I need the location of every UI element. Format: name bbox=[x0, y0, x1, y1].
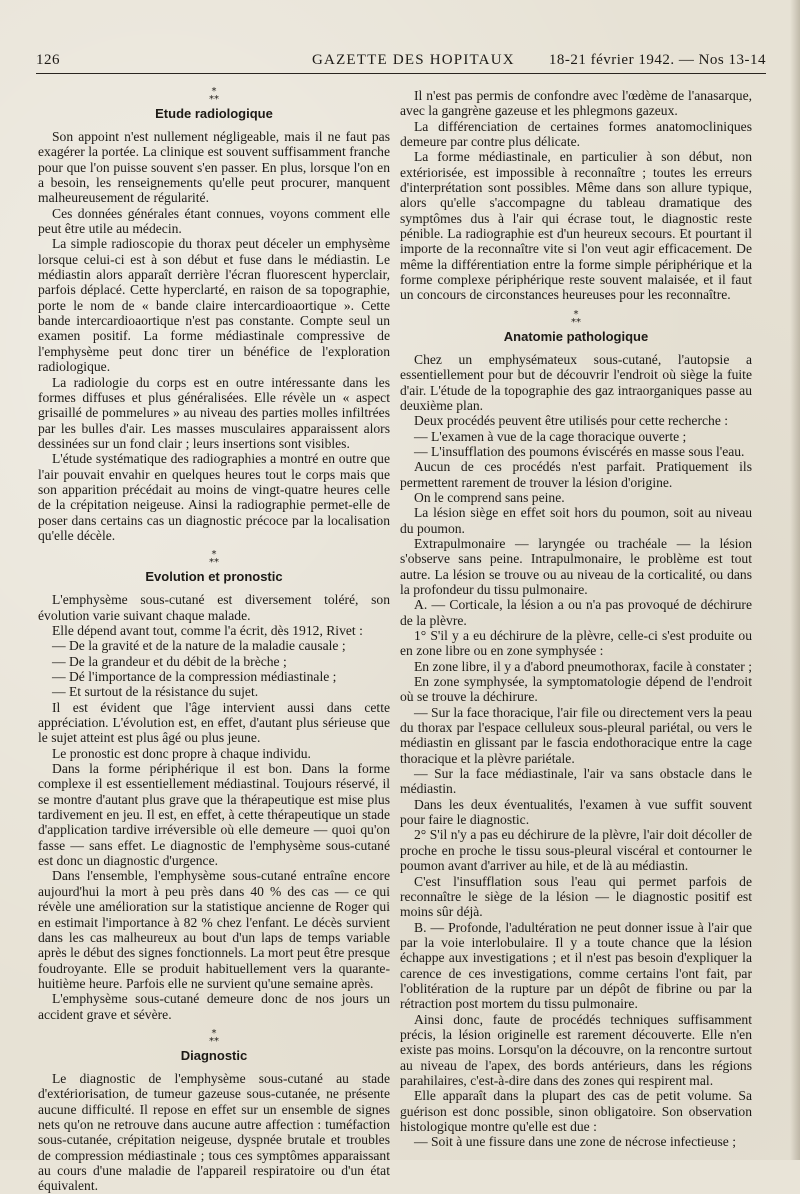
list-item: — Soit à une fissure dans une zone de nécrose infectieuse ; bbox=[414, 1134, 736, 1150]
paragraph: La forme médiastinale, en particulier à son début, non extériorisée, est impossible à reconnaître ; toutes les erreurs d'interprétation sont possibles. Même dans son allure typique, alors qu'elle s'accompagne du tableau dramatique des symptômes dus à l'air qui écrase tout, le diagnostic reste pénible. La radiographie est d'un heureux secours. Et pourtant il importe de la reconnaître vite si l'on veut agir efficacement. De même la différentiation entre la forme simple périphérique et la forme complexe périphérique reste souvent malaisée, et il faut un concours de circonstances heureuses pour les reconnaître. bbox=[400, 149, 752, 303]
section-ornament: * ** bbox=[571, 308, 581, 328]
page-number: 126 bbox=[36, 52, 60, 68]
paragraph: Dans la forme périphérique il est bon. Dans la forme complexe il est essentiellement médiastinal. Toujours réservé, il se montre d'autant plus grave que la thérapeutique est mise plus tardivement en jeu. Il est, en effet, à cette thérapeutique un stade d'application tardive irréversible où elle demeure — quoi qu'on fasse — sans effet. Le diagnostic de l'emphysème sous-cutané est donc un diagnostic d'urgence. bbox=[38, 761, 390, 869]
paragraph: On le comprend sans peine. bbox=[414, 489, 565, 505]
list-item: — Et surtout de la résistance du sujet. bbox=[52, 684, 259, 700]
paragraph: Chez un emphysémateux sous-cutané, l'autopsie a essentiellement pour but de découvrir l'endroit où siège la fuite d'air. L'étude de la topographie des gaz intraorganiques passe au deuxième plan. bbox=[400, 351, 752, 413]
list-item: — L'examen à vue de la cage thoracique ouverte ; bbox=[414, 428, 687, 444]
list-item: — Dé l'importance de la compression médiastinale ; bbox=[52, 669, 337, 684]
paragraph: — Sur la face médiastinale, l'air va sans obstacle dans le médiastin. bbox=[400, 766, 752, 797]
section-title-etude: Etude radiologique bbox=[155, 106, 273, 121]
paragraph: Deux procédés peuvent être utilisés pour cette recherche : bbox=[414, 413, 729, 429]
paragraph: Ainsi donc, faute de procédés techniques suffisamment précis, la lésion originelle est rarement découverte. Elle n'en existe pas moins. Lorsqu'on la découvre, on la rencontre surtout au niveau de l'apex, des bords antérieurs, dans les régions parahilaires, c'est-à-dire dans des zones qui respirent mal. bbox=[400, 1011, 752, 1088]
paragraph: B. — Profonde, l'adultération ne peut donner issue à l'air que par la voie interlobulaire. Il y a toute chance que la lésion échappe aux investigations ; et il n'est pas besoin d'expliquer la carence de ces investigations, comme certains l'ont fait, par l'oblitération de la rupture par un dépôt de fibrine ou par la rétraction post mortem du tissu pulmonaire. bbox=[400, 919, 752, 1012]
issue-date: 18-21 février 1942. — Nos 13-14 bbox=[548, 52, 766, 68]
paragraph: L'emphysème sous-cutané est diversement toléré, son évolution varie suivant chaque malade. bbox=[38, 592, 390, 623]
list-item: — De la gravité et de la nature de la maladie causale ; bbox=[52, 638, 346, 654]
paragraph: La radiologie du corps est en outre intéressante dans les formes diffuses et plus généralisées. Elle révèle un « aspect grisaillé de pommelures » au niveau des parties molles infiltrées par les bulles d'air. Les masses musculaires apparaissent alors dessinées sur un fond clair ; leurs insertions sont visibles. bbox=[38, 374, 390, 451]
paragraph: L'emphysème sous-cutané demeure donc de nos jours un accident grave et sévère. bbox=[38, 991, 390, 1022]
paragraph: Elle apparaît dans la plupart des cas de petit volume. Sa guérison est donc possible, sinon obligatoire. Son observation histologique montre qu'elle est due : bbox=[400, 1088, 752, 1134]
paragraph: 1° S'il y a eu déchirure de la plèvre, celle-ci s'est produite ou en zone libre ou en zone symphysée : bbox=[400, 628, 752, 659]
section-title-evolution: Evolution et pronostic bbox=[145, 569, 283, 585]
paragraph: Elle dépend avant tout, comme l'a écrit, dès 1912, Rivet : bbox=[52, 622, 363, 638]
list-item: — L'insufflation des poumons éviscérés en masse sous l'eau. bbox=[414, 443, 745, 459]
list-item: — De la grandeur et du débit de la brèche ; bbox=[52, 653, 287, 669]
paragraph: — Sur la face thoracique, l'air file ou directement vers la peau du thorax par l'espace celluleux sous-pleural pariétal, ou vers le médiastin en glissant par le fascia endothoracique entre la cage thoracique et la plèvre pariétale. bbox=[400, 704, 752, 766]
paragraph: L'étude systématique des radiographies a montré en outre que l'air pouvait envahir en quelques heures tout le corps mais que son apparition précédait au moins de vingt-quatre heures celle de la crépitation neigeuse. Ainsi la radiographie permet-elle de poser dans certains cas un diagnostic précoce par la localisation qu'elle décèle. bbox=[38, 451, 390, 543]
paragraph: Dans l'ensemble, l'emphysème sous-cutané entraîne encore aujourd'hui la mort à peu près dans 40 % des cas — ce qui révèle une amélioration sur la statistique ancienne de Roger qui en estimait l'importance à 82 % chez l'enfant. Le décès survient dans les cas malheureux au bout d'un laps de temps variable après le début des signes fonctionnels. La mort peut être presque foudroyante. Elle se produit habituellement vers la quarante-huitième heure. Parfois elle ne survient qu'une semaine après. bbox=[38, 868, 390, 991]
page-edge-shadow bbox=[790, 0, 800, 1160]
header-rule bbox=[36, 73, 766, 74]
journal-title: GAZETTE DES HOPITAUX bbox=[312, 52, 515, 68]
right-column bbox=[400, 88, 752, 1150]
paragraph: Aucun de ces procédés n'est parfait. Pratiquement ils permettent rarement de trouver la lésion d'origine. bbox=[400, 459, 752, 490]
paragraph: En zone libre, il y a d'abord pneumothorax, facile à constater ; bbox=[414, 658, 753, 674]
paragraph: La simple radioscopie du thorax peut déceler un emphysème lorsque celui-ci est à son début et fuse dans le médiastin. Le médiastin alors apparaît derrière l'écran fluorescent hyperclair, parfois déplacé. Cette hyperclarté, en raison de sa topographie, porte le nom de « bande claire intercardioaortique ». Cette bande intercardioaortique n'est pas constante. Compte seul un examen positif. La forme médiastinale compressive de l'emphysème peut donc tirer un bénéfice de l'exploration radiologique. bbox=[38, 236, 390, 375]
paragraph: Il n'est pas permis de confondre avec l'œdème de l'anasarque, avec la gangrène gazeuse et les phlegmons gazeux. bbox=[400, 88, 752, 119]
left-column bbox=[38, 88, 390, 1194]
paragraph: A. — Corticale, la lésion a ou n'a pas provoqué de déchirure de la plèvre. bbox=[400, 597, 752, 628]
section-ornament: * ** bbox=[209, 1027, 219, 1047]
section-title-anatomie: Anatomie pathologique bbox=[503, 328, 649, 344]
section-ornament: * ** bbox=[209, 549, 219, 569]
section-title-diagnostic: Diagnostic bbox=[180, 1047, 248, 1063]
paragraph: La lésion siège en effet soit hors du poumon, soit au niveau du poumon. bbox=[400, 505, 752, 536]
paragraph: Extrapulmonaire — laryngée ou trachéale — la lésion s'observe sans peine. Intrapulmonaire, le problème est tout autre. La lésion se trouve ou au niveau de la corticalité, ou dans la profondeur du tissu pulmonaire. bbox=[400, 535, 752, 597]
paragraph: Ces données générales étant connues, voyons comment elle peut être utile au médecin. bbox=[38, 205, 390, 237]
paragraph: 2° S'il n'y a pas eu déchirure de la plèvre, l'air doit décoller de proche en proche le tissu sous-pleural viscéral et contourner le poumon avant d'arriver au hile, et de là au médiastin. bbox=[400, 827, 752, 874]
paragraph: Dans les deux éventualités, l'examen à vue suffit souvent pour faire le diagnostic. bbox=[400, 796, 752, 828]
paragraph: Il est évident que l'âge intervient aussi dans cette appréciation. L'évolution est, en effet, d'autant plus sérieuse que le sujet atteint est plus âgé ou plus jeune. bbox=[38, 699, 390, 746]
paragraph: C'est l'insufflation sous l'eau qui permet parfois de reconnaître le siège de la lésion — le diagnostic positif est moins sûr déjà. bbox=[400, 873, 752, 920]
paragraph: En zone symphysée, la symptomatologie dépend de l'endroit où se trouve la déchirure. bbox=[400, 674, 752, 705]
paragraph: Le pronostic est donc propre à chaque individu. bbox=[52, 745, 311, 761]
page-header bbox=[36, 50, 766, 72]
paragraph: Son appoint n'est nullement négligeable, mais il ne faut pas exagérer la portée. La clinique est souvent suffisamment franche pour que l'on puisse souvent s'en passer. En plus, lorsque l'on en a besoin, les renseignements qu'elle peut procurer, manquent malheureusement de régularité. bbox=[38, 129, 390, 206]
paragraph: Le diagnostic de l'emphysème sous-cutané au stade d'extériorisation, de tumeur gazeuse sous-cutanée, ne présente aucune difficulté. Il repose en effet sur un ensemble de signes nets qu'on ne retrouve dans aucune autre affection : tuméfaction sous-cutanée, crépitation neigeuse, dyspnée brutale et troubles de compression médiastinale ; tous ces symptômes apparaissant au cours d'une maladie de l'appareil respiratoire ou d'un état équivalent. bbox=[38, 1070, 390, 1194]
section-ornament: * ** bbox=[209, 86, 219, 105]
paragraph: La différenciation de certaines formes anatomocliniques demeure par contre plus délicate. bbox=[400, 118, 752, 150]
